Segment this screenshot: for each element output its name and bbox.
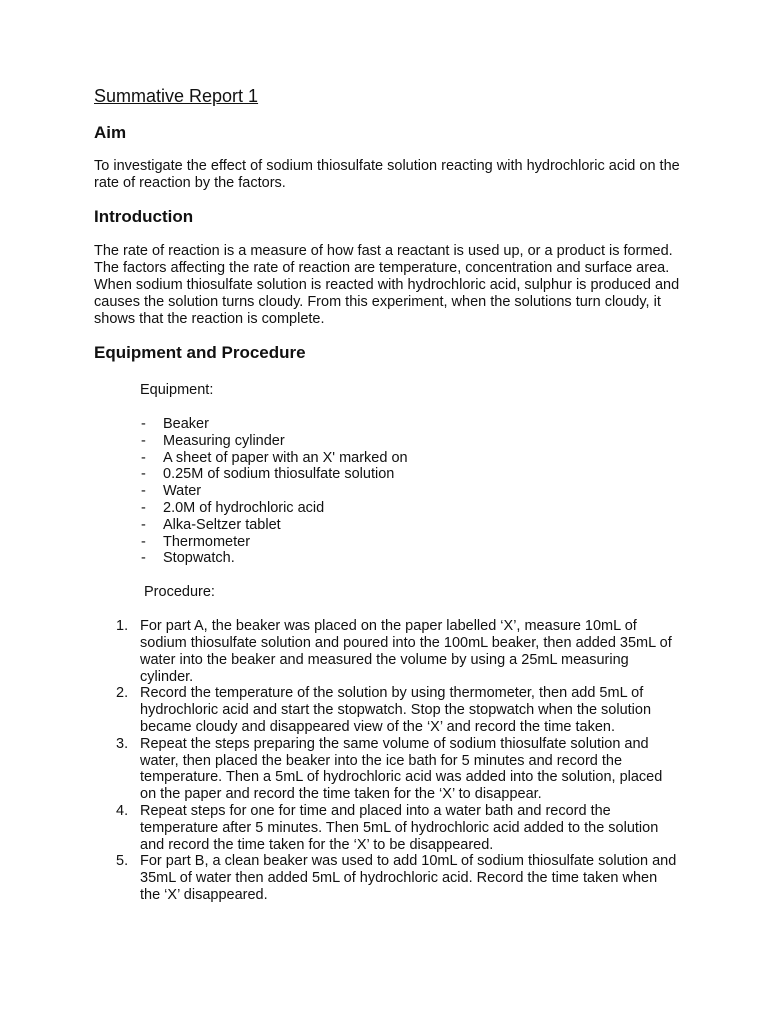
step-text: For part B, a clean beaker was used to add 10mL of sodium thiosulfate solution and 35mL of water then added 5mL of hydrochloric acid. Record the time taken when the ‘X’ disappeared.: [140, 853, 677, 903]
procedure-step: [94, 803, 680, 853]
procedure-list: [94, 618, 694, 904]
step-text: Record the temperature of the solution by using thermometer, then add 5mL of hydrochloric acid and start the stopwatch. Stop the stopwatch when the solution became cloudy and disappeared view of the ‘X’ and record the time taken.: [140, 685, 652, 735]
equipment-item: - Stopwatch.: [141, 550, 694, 567]
document-title: Summative Report 1: [94, 86, 259, 106]
document-page: [94, 84, 694, 904]
equipment-list: [141, 416, 694, 567]
procedure-step: [94, 618, 680, 685]
equipment-procedure-heading: Equipment and Procedure: [94, 343, 306, 362]
equipment-item: - 0.25M of sodium thiosulfate solution: [141, 466, 694, 483]
procedure-label: Procedure:: [144, 584, 215, 601]
step-text: Repeat the steps preparing the same volume of sodium thiosulfate solution and water, then placed the beaker into the ice bath for 5 minutes and record the temperature. Then a 5mL of hydrochloric acid was added into the solution, placed on the paper and record the time taken for the ‘X’ to disappear.: [140, 735, 663, 803]
equipment-item: - Water: [141, 483, 694, 500]
equipment-item: - 2.0M of hydrochloric acid: [141, 500, 694, 517]
aim-heading: Aim: [94, 123, 127, 142]
equipment-item: - Measuring cylinder: [141, 433, 694, 450]
step-number: 1.: [116, 618, 129, 635]
equipment-label: Equipment:: [140, 382, 214, 398]
introduction-heading: Introduction: [94, 207, 194, 226]
equipment-item: - Beaker: [141, 416, 694, 433]
procedure-step: [94, 853, 680, 903]
step-number: 5.: [116, 853, 129, 870]
equipment-item: - Thermometer: [141, 534, 694, 551]
equipment-item: - Alka-Seltzer tablet: [141, 517, 694, 534]
equipment-item: - A sheet of paper with an X' marked on: [141, 450, 694, 467]
procedure-step: [94, 685, 680, 735]
step-text: Repeat steps for one for time and placed into a water bath and record the temperature after 5 minutes. Then 5mL of hydrochloric acid added to the solution and record the time taken for the ‘X’ to be disappeared.: [140, 802, 659, 853]
step-text: For part A, the beaker was placed on the paper labelled ‘X’, measure 10mL of sodium thiosulfate solution and poured into the 100mL beaker, then added 35mL of water into the beaker and measured the volume by using a 25mL measuring cylinder.: [140, 618, 672, 685]
step-number: 2.: [116, 685, 129, 702]
step-number: 4.: [116, 802, 129, 819]
introduction-text: The rate of reaction is a measure of how fast a reactant is used up, or a product is formed. The factors affecting the rate of reaction are temperature, concentration and surface area. When sodium thiosulfate solution is reacted with hydrochloric acid, sulphur is produced and causes the solution turns cloudy. From this experiment, when the solutions turn cloudy, it shows that the reaction is complete.: [94, 243, 680, 327]
procedure-step: [94, 736, 680, 803]
aim-text: To investigate the effect of sodium thiosulfate solution reacting with hydrochloric acid on the rate of reaction by the factors.: [94, 158, 680, 191]
step-number: 3.: [116, 735, 129, 752]
